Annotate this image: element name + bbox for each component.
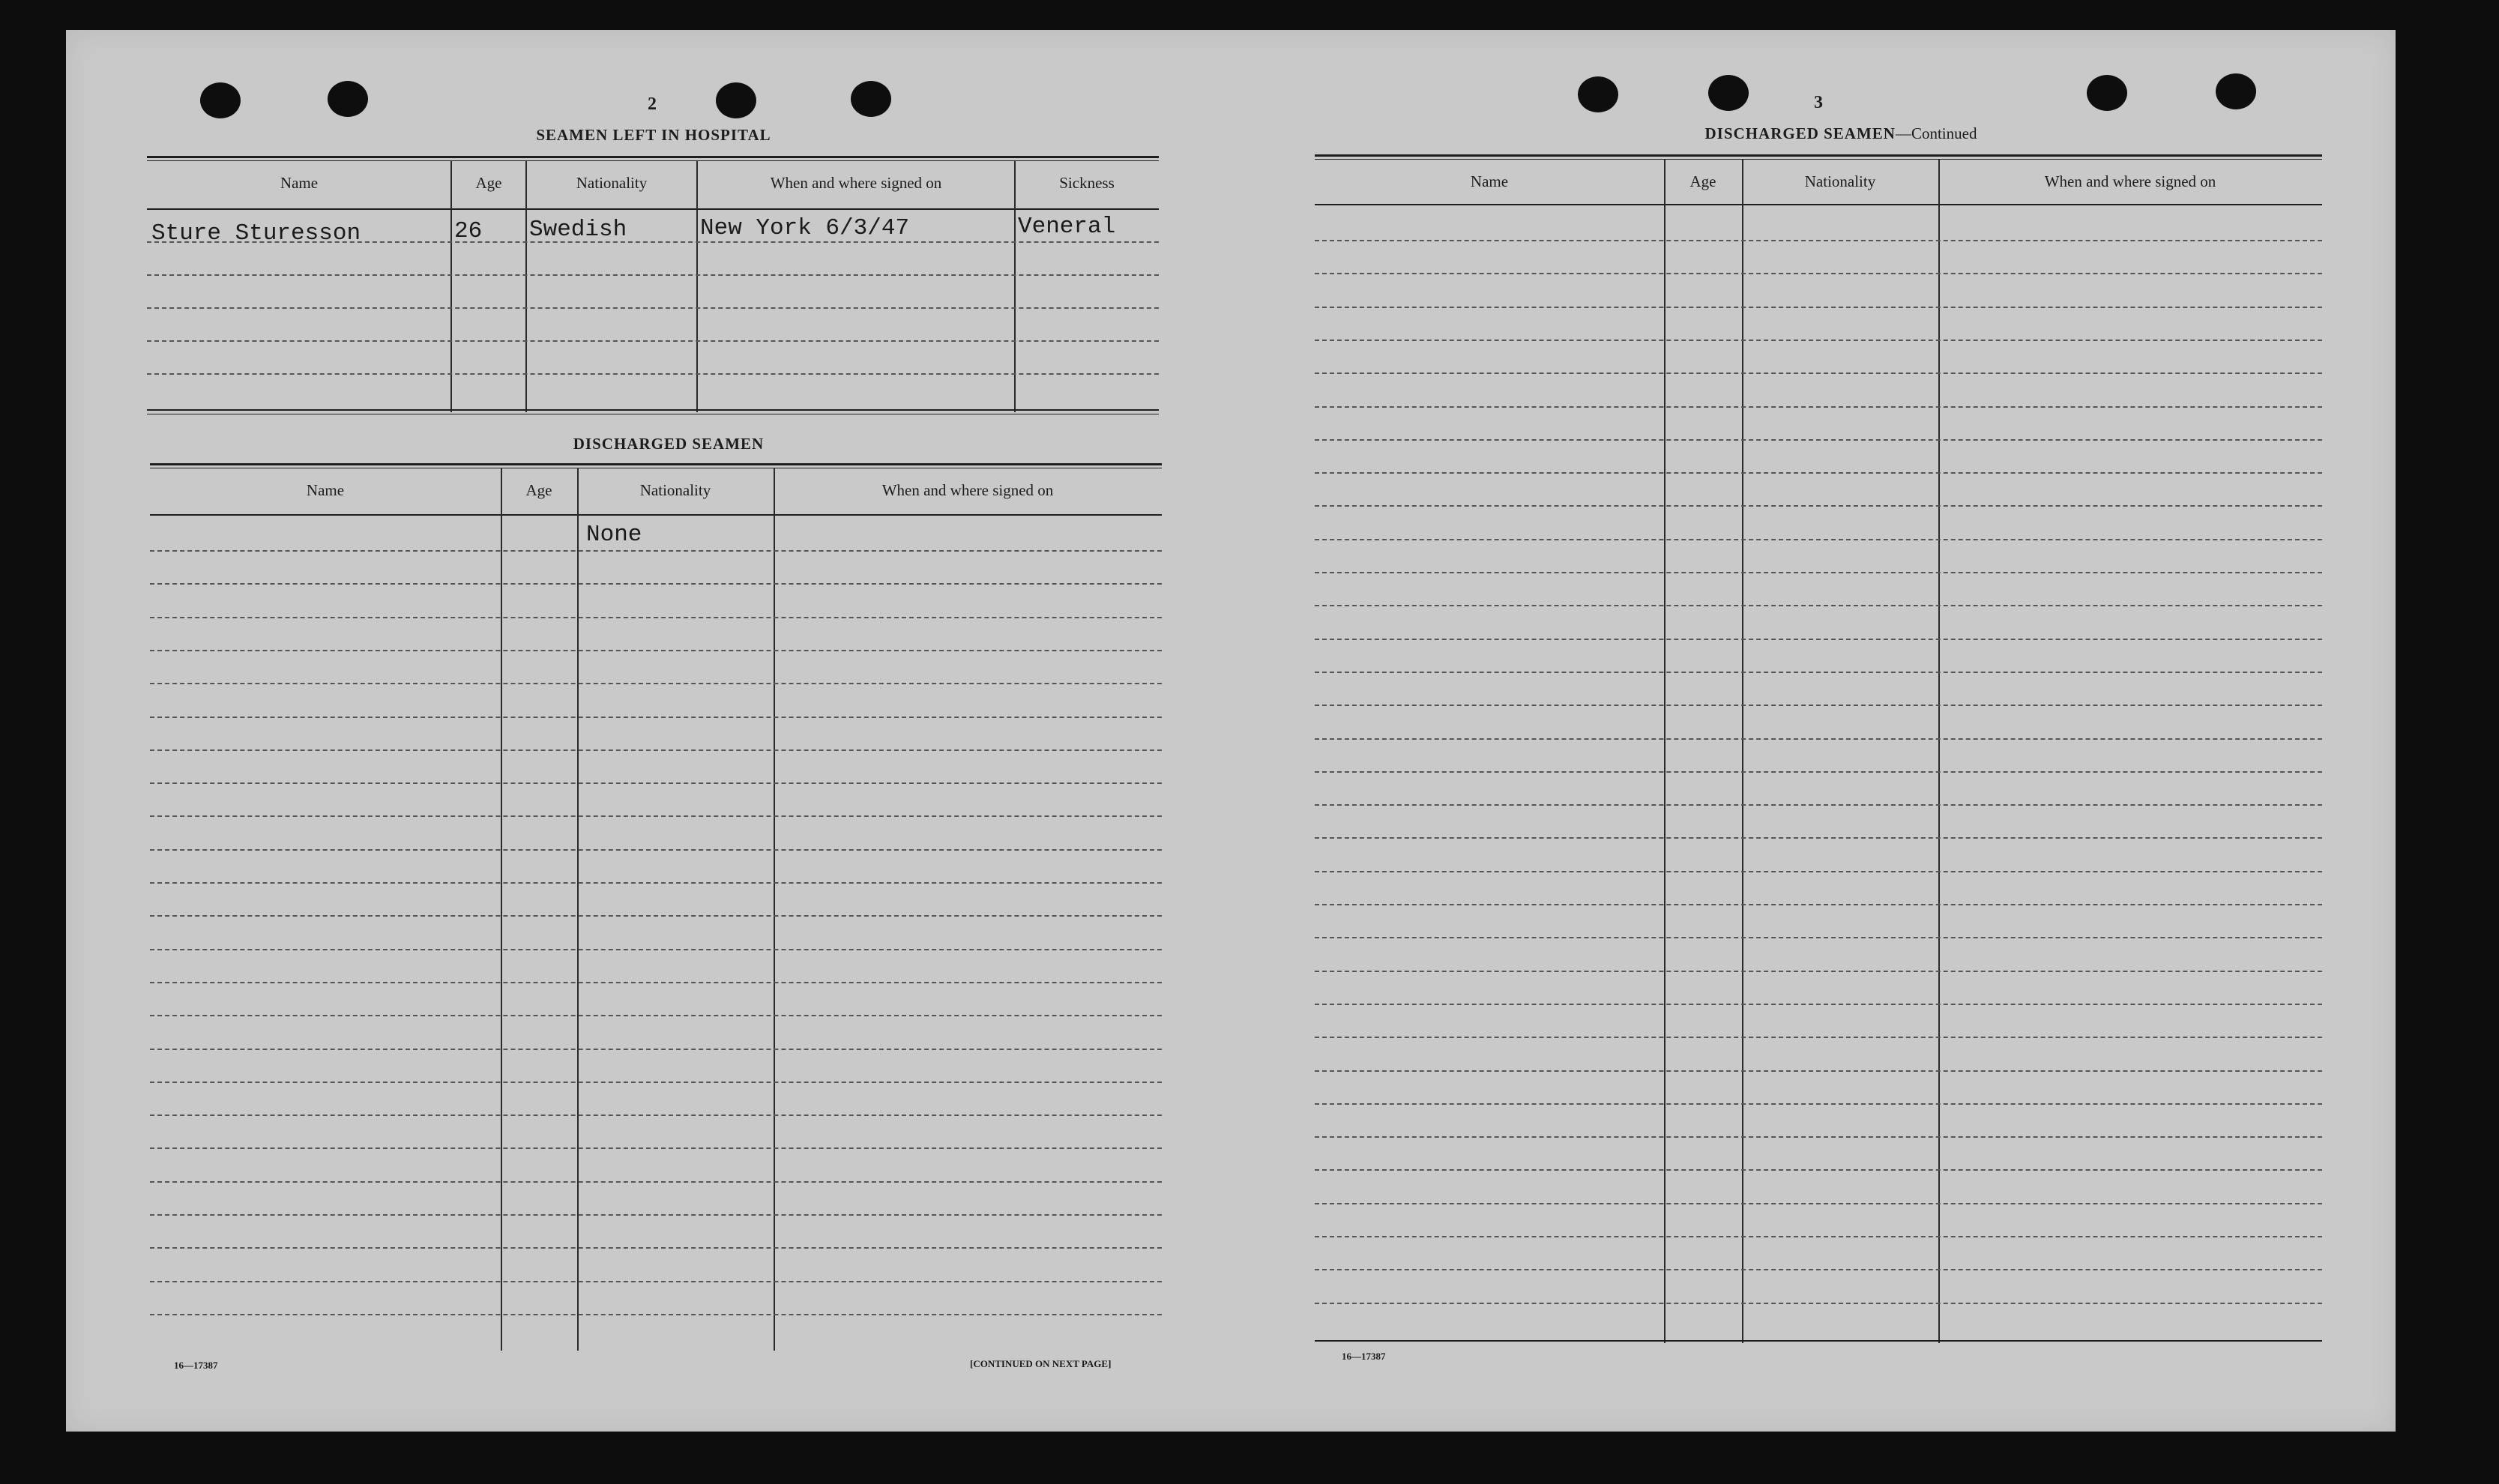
column-header-sickness: Sickness xyxy=(1059,174,1115,192)
row-line xyxy=(150,1082,1162,1083)
table-top-rule xyxy=(147,156,1159,158)
table-top-rule xyxy=(1315,154,2322,157)
cell-name: Sture Sturesson xyxy=(151,220,361,247)
discharged-section-title: DISCHARGED SEAMEN xyxy=(573,435,765,453)
row-line xyxy=(150,782,1162,784)
title-suffix: —Continued xyxy=(1895,124,1977,142)
punch-hole xyxy=(1708,75,1749,111)
row-line xyxy=(147,274,1159,276)
table-bottom-rule xyxy=(147,409,1159,411)
header-rule xyxy=(147,208,1159,210)
row-line xyxy=(1315,738,2322,740)
cell-nationality: None xyxy=(586,522,642,548)
row-line xyxy=(1315,1169,2322,1171)
page-number: 2 xyxy=(648,94,657,114)
row-line xyxy=(150,1214,1162,1216)
column-header-nationality: Nationality xyxy=(639,481,711,499)
discharged-continued-title xyxy=(1579,124,2103,143)
table-bottom-rule xyxy=(1315,1340,2322,1342)
column-divider xyxy=(1664,159,1666,1343)
page-number: 3 xyxy=(1814,93,1823,112)
column-header-age: Age xyxy=(1689,172,1716,190)
table-top-rule xyxy=(1315,159,2322,160)
row-line xyxy=(1315,605,2322,606)
column-header-nationality: Nationality xyxy=(1804,172,1876,190)
cell-age: 26 xyxy=(454,218,483,244)
row-line xyxy=(1315,1004,2322,1005)
row-line xyxy=(150,1314,1162,1315)
row-line xyxy=(150,749,1162,751)
row-line xyxy=(1315,572,2322,573)
row-line xyxy=(1315,1136,2322,1138)
row-line xyxy=(150,849,1162,851)
column-header-signed-on: When and where signed on xyxy=(2044,172,2216,190)
row-line xyxy=(1315,639,2322,640)
cell-sickness: Veneral xyxy=(1018,214,1116,240)
row-line xyxy=(1315,1269,2322,1270)
row-line xyxy=(1315,307,2322,308)
punch-hole xyxy=(851,81,891,117)
row-line xyxy=(1315,1037,2322,1038)
row-line xyxy=(1315,837,2322,839)
row-line xyxy=(1315,240,2322,241)
row-line xyxy=(150,1247,1162,1249)
continued-note: [CONTINUED ON NEXT PAGE] xyxy=(970,1358,1112,1369)
row-line xyxy=(1315,937,2322,938)
row-line xyxy=(1315,1236,2322,1237)
row-line xyxy=(150,1049,1162,1050)
title-text: DISCHARGED SEAMEN xyxy=(1704,124,1896,142)
row-line xyxy=(150,1015,1162,1016)
row-line xyxy=(1315,771,2322,773)
punch-hole xyxy=(2216,73,2256,109)
hospital-section-title: SEAMEN LEFT IN HOSPITAL xyxy=(536,126,771,144)
row-line xyxy=(150,617,1162,618)
row-line xyxy=(150,650,1162,651)
punch-hole xyxy=(716,82,756,118)
form-number: 16—17387 xyxy=(174,1360,218,1371)
header-rule xyxy=(1315,204,2322,205)
column-header-age: Age xyxy=(525,481,552,499)
column-header-signed-on: When and where signed on xyxy=(770,174,942,192)
row-line xyxy=(150,1181,1162,1183)
header-rule xyxy=(150,514,1162,516)
column-header-name: Name xyxy=(1470,172,1509,190)
row-line xyxy=(1315,505,2322,507)
cell-nationality: Swedish xyxy=(529,217,627,243)
row-line xyxy=(1315,539,2322,540)
table-top-rule xyxy=(147,160,1159,161)
row-line xyxy=(1315,1103,2322,1105)
row-line xyxy=(1315,705,2322,706)
column-header-name: Name xyxy=(280,174,319,192)
column-header-age: Age xyxy=(475,174,502,192)
row-line xyxy=(1315,1303,2322,1304)
row-line xyxy=(1315,472,2322,474)
row-line xyxy=(1315,804,2322,806)
row-line xyxy=(1315,1070,2322,1072)
row-line xyxy=(1315,971,2322,972)
column-divider xyxy=(1742,159,1743,1343)
row-line xyxy=(150,550,1162,552)
row-line xyxy=(1315,273,2322,274)
row-line xyxy=(1315,439,2322,441)
row-line xyxy=(150,1281,1162,1282)
row-line xyxy=(1315,1203,2322,1204)
row-line xyxy=(150,915,1162,917)
column-divider xyxy=(1938,159,1940,1343)
column-divider xyxy=(774,468,775,1351)
cell-signed-on: New York 6/3/47 xyxy=(700,215,910,241)
row-line xyxy=(150,949,1162,950)
punch-hole xyxy=(2087,75,2127,111)
row-line xyxy=(150,815,1162,817)
row-line xyxy=(150,683,1162,684)
row-line xyxy=(150,1114,1162,1116)
column-header-name: Name xyxy=(306,481,345,499)
row-line xyxy=(150,982,1162,983)
punch-hole xyxy=(200,82,241,118)
column-divider xyxy=(501,468,502,1351)
row-line xyxy=(1315,406,2322,408)
form-number: 16—17387 xyxy=(1342,1351,1386,1362)
row-line xyxy=(147,307,1159,309)
row-line xyxy=(147,340,1159,342)
row-line xyxy=(150,717,1162,718)
row-line xyxy=(1315,904,2322,905)
column-header-signed-on: When and where signed on xyxy=(881,481,1054,499)
row-line xyxy=(150,882,1162,884)
column-divider xyxy=(577,468,579,1351)
punch-hole xyxy=(328,81,368,117)
row-line xyxy=(147,373,1159,375)
punch-hole xyxy=(1578,76,1618,112)
row-line xyxy=(1315,340,2322,341)
row-line xyxy=(1315,871,2322,872)
row-line xyxy=(150,583,1162,585)
row-line xyxy=(1315,672,2322,673)
row-line xyxy=(150,1147,1162,1149)
column-header-nationality: Nationality xyxy=(576,174,648,192)
table-top-rule xyxy=(150,463,1162,465)
row-line xyxy=(1315,372,2322,374)
